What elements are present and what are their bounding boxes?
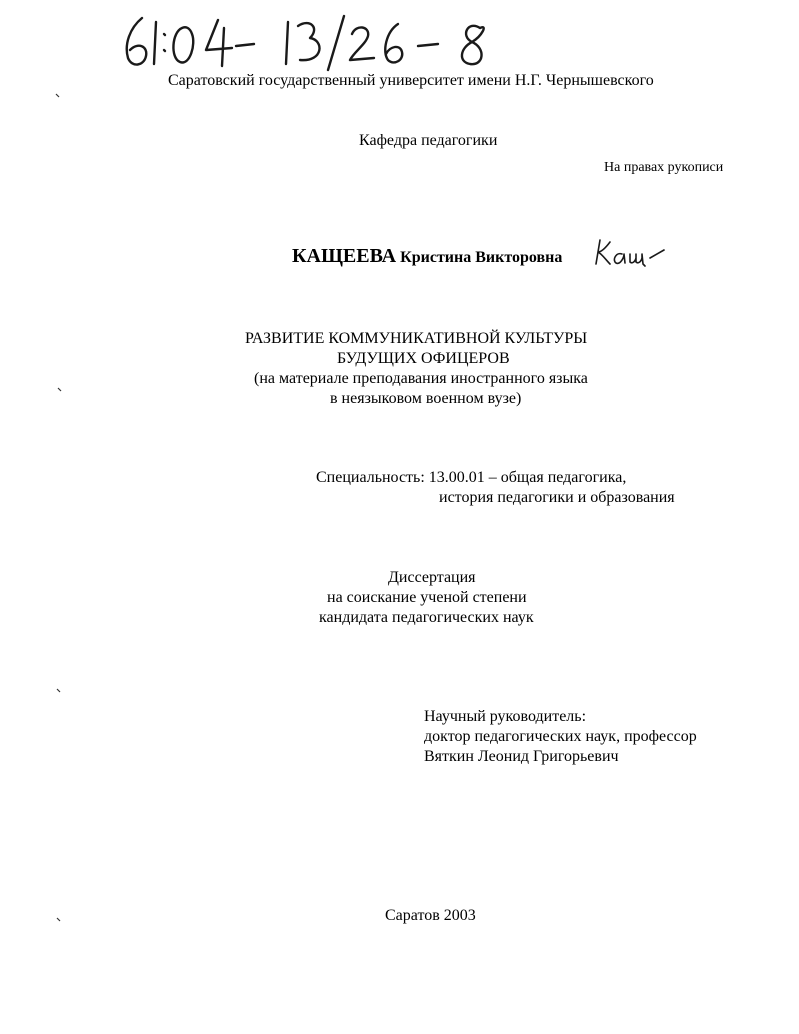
specialty-line: Специальность: 13.00.01 – общая педагогика,: [316, 469, 627, 486]
advisor-degree: доктор педагогических наук, профессор: [424, 728, 697, 745]
scan-mark: [56, 688, 62, 694]
scan-mark: [56, 917, 62, 923]
advisor-name: Вяткин Леонид Григорьевич: [424, 748, 619, 765]
author-name: [292, 246, 562, 266]
thesis-subtitle-line-1: (на материале преподавания иностранного языка: [254, 370, 588, 387]
scan-mark: [57, 387, 63, 393]
author-surname: КАЩЕЕВА: [292, 245, 397, 267]
thesis-title-line-2: БУДУЩИХ ОФИЦЕРОВ: [337, 350, 510, 367]
degree-name: кандидата педагогических наук: [319, 609, 534, 626]
thesis-subtitle-line-2: в неязыковом военном вузе): [330, 390, 522, 407]
specialty-continuation: история педагогики и образования: [439, 489, 675, 506]
degree-purpose: на соискание ученой степени: [327, 589, 527, 606]
thesis-title-line-1: РАЗВИТИЕ КОММУНИКАТИВНОЙ КУЛЬТУРЫ: [245, 330, 588, 347]
university-name: Саратовский государственный университет имени Н.Г. Чернышевского: [168, 72, 654, 89]
dissertation-label: Диссертация: [388, 569, 476, 586]
author-given-names: Кристина Викторовна: [400, 249, 563, 266]
manuscript-rights-note: На правах рукописи: [604, 160, 724, 175]
scan-mark: [55, 93, 61, 99]
advisor-label: Научный руководитель:: [424, 708, 587, 725]
author-signature: [592, 236, 668, 270]
city-and-year: Саратов 2003: [385, 907, 476, 924]
handwritten-archive-number: [120, 8, 520, 74]
department-name: Кафедра педагогики: [359, 132, 498, 149]
